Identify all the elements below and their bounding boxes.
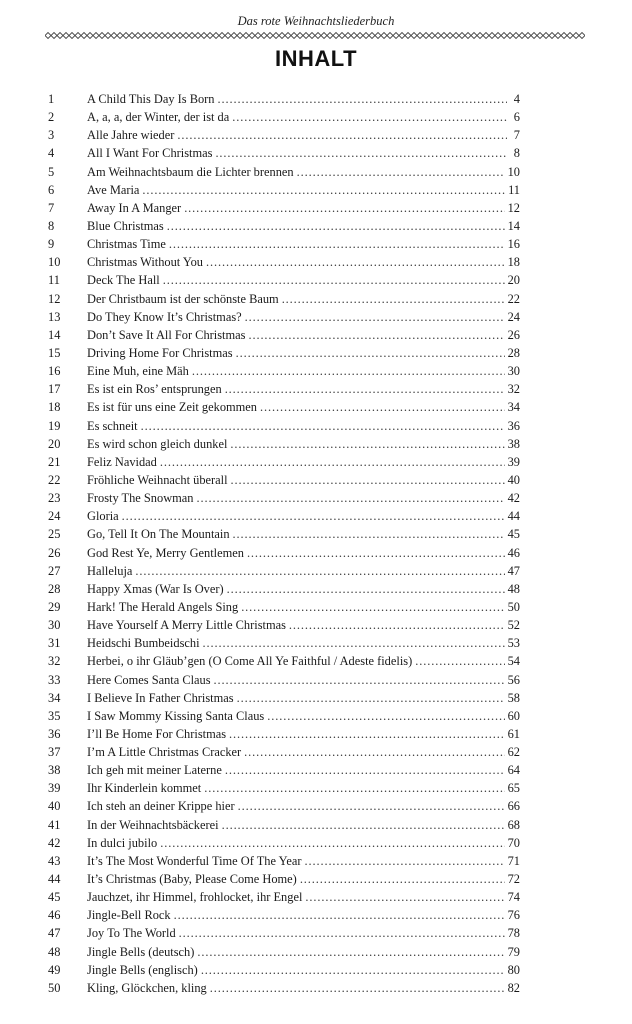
toc-page-number: 61	[507, 726, 520, 741]
toc-page-number: 68	[507, 817, 520, 832]
toc-number: 23	[48, 491, 61, 506]
toc-leader-dots	[225, 761, 505, 779]
toc-leader-dots	[247, 544, 505, 562]
toc-leader-dots	[248, 326, 504, 344]
toc-number: 37	[48, 745, 61, 760]
toc-page-number: 6	[513, 110, 520, 125]
toc-leader-dots	[174, 906, 505, 924]
toc-row	[48, 525, 520, 543]
toc-row	[48, 344, 520, 362]
toc-page-number: 74	[507, 890, 520, 905]
toc-song-title: Es schneit	[87, 418, 138, 433]
toc-page-number: 10	[507, 164, 520, 179]
toc-song-title: Es ist für uns eine Zeit gekommen	[87, 400, 257, 415]
toc-page-number: 71	[507, 853, 520, 868]
toc-row	[48, 308, 520, 326]
toc-song-title: Gloria	[87, 509, 119, 524]
toc-leader-dots	[210, 979, 505, 997]
toc-row	[48, 834, 520, 852]
toc-page-number: 30	[507, 364, 520, 379]
toc-song-title: Away In A Manger	[87, 200, 182, 215]
toc-song-title: Do They Know It’s Christmas?	[87, 309, 242, 324]
toc-row	[48, 199, 520, 217]
toc-song-title: I Saw Mommy Kissing Santa Claus	[87, 708, 265, 723]
toc-row	[48, 979, 520, 997]
toc-page-number: 76	[507, 908, 520, 923]
table-of-contents	[48, 90, 520, 997]
toc-song-title: I’m A Little Christmas Cracker	[87, 745, 242, 760]
toc-leader-dots	[233, 525, 505, 543]
toc-number: 35	[48, 708, 61, 723]
toc-page-number: 80	[507, 962, 520, 977]
toc-song-title: I Believe In Father Christmas	[87, 690, 234, 705]
toc-leader-dots	[232, 108, 507, 126]
toc-leader-dots	[300, 870, 505, 888]
toc-song-title: Kling, Glöckchen, kling	[87, 980, 207, 995]
toc-number: 30	[48, 618, 61, 633]
toc-number: 40	[48, 799, 61, 814]
toc-leader-dots	[204, 779, 504, 797]
toc-row	[48, 144, 520, 162]
toc-number: 36	[48, 726, 61, 741]
toc-number: 43	[48, 853, 61, 868]
book-title: Das rote Weihnachtsliederbuch	[237, 14, 395, 28]
toc-number: 31	[48, 636, 61, 651]
toc-leader-dots	[289, 616, 505, 634]
toc-song-title: Go, Tell It On The Mountain	[87, 527, 230, 542]
toc-page-number: 32	[507, 382, 520, 397]
toc-number: 41	[48, 817, 61, 832]
toc-number: 48	[48, 944, 61, 959]
toc-number: 26	[48, 545, 61, 560]
toc-row	[48, 398, 520, 416]
toc-page-number: 26	[507, 327, 520, 342]
toc-page-number: 44	[507, 509, 520, 524]
toc-number: 25	[48, 527, 61, 542]
toc-song-title: Halleluja	[87, 563, 133, 578]
toc-number: 29	[48, 599, 61, 614]
toc-song-title: Ihr Kinderlein kommet	[87, 781, 202, 796]
toc-page-number: 70	[507, 835, 520, 850]
toc-song-title: A, a, a, der Winter, der ist da	[87, 110, 230, 125]
toc-page-number: 60	[507, 708, 520, 723]
toc-number: 24	[48, 509, 61, 524]
toc-leader-dots	[177, 126, 507, 144]
toc-number: 42	[48, 835, 61, 850]
toc-leader-dots	[215, 144, 507, 162]
toc-leader-dots	[179, 924, 505, 942]
toc-song-title: Fröhliche Weihnacht überall	[87, 472, 228, 487]
toc-leader-dots	[184, 199, 504, 217]
toc-song-title: Christmas Without You	[87, 255, 203, 270]
toc-leader-dots	[203, 634, 505, 652]
toc-row	[48, 544, 520, 562]
toc-page-number: 48	[507, 581, 520, 596]
toc-page-number: 20	[507, 273, 520, 288]
toc-song-title: Ich steh an deiner Krippe hier	[87, 799, 235, 814]
toc-number: 2	[48, 110, 55, 125]
toc-song-title: In der Weihnachtsbäckerei	[87, 817, 219, 832]
toc-page-number: 7	[513, 128, 520, 143]
toc-row	[48, 362, 520, 380]
toc-song-title: Es wird schon gleich dunkel	[87, 436, 228, 451]
toc-number: 16	[48, 364, 61, 379]
toc-number: 4	[48, 146, 55, 161]
toc-row	[48, 489, 520, 507]
toc-page-number: 24	[507, 309, 520, 324]
toc-page-number: 12	[507, 200, 520, 215]
toc-row	[48, 634, 520, 652]
toc-page-number: 52	[507, 618, 520, 633]
toc-page-number: 40	[507, 472, 520, 487]
toc-song-title: It’s The Most Wonderful Time Of The Year	[87, 853, 302, 868]
toc-page-number: 46	[507, 545, 520, 560]
toc-row	[48, 816, 520, 834]
toc-number: 9	[48, 237, 55, 252]
toc-page-number: 38	[507, 436, 520, 451]
toc-row	[48, 253, 520, 271]
toc-number: 50	[48, 980, 61, 995]
toc-leader-dots	[238, 797, 505, 815]
toc-number: 49	[48, 962, 61, 977]
toc-row	[48, 598, 520, 616]
toc-song-title: Eine Muh, eine Mäh	[87, 364, 189, 379]
toc-page-number: 18	[507, 255, 520, 270]
toc-page-number: 72	[507, 872, 520, 887]
toc-row	[48, 943, 520, 961]
toc-page-number: 45	[507, 527, 520, 542]
toc-number: 38	[48, 763, 61, 778]
ornamental-divider	[45, 31, 585, 40]
toc-page-number: 11	[508, 182, 520, 197]
toc-leader-dots	[260, 398, 505, 416]
toc-leader-dots	[245, 308, 505, 326]
toc-leader-dots	[217, 90, 507, 108]
toc-page-number: 14	[507, 218, 520, 233]
toc-page-number: 64	[507, 763, 520, 778]
toc-leader-dots	[227, 580, 505, 598]
toc-leader-dots	[231, 471, 505, 489]
toc-row	[48, 380, 520, 398]
toc-leader-dots	[122, 507, 505, 525]
toc-row	[48, 90, 520, 108]
toc-row	[48, 652, 520, 670]
toc-row	[48, 725, 520, 743]
toc-row	[48, 743, 520, 761]
toc-song-title: A Child This Day Is Born	[87, 92, 215, 106]
toc-number: 3	[48, 128, 55, 143]
toc-leader-dots	[244, 743, 504, 761]
toc-page-number: 65	[507, 781, 520, 796]
toc-row	[48, 671, 520, 689]
toc-row	[48, 562, 520, 580]
toc-leader-dots	[160, 453, 505, 471]
toc-page-number: 28	[507, 345, 520, 360]
toc-song-title: God Rest Ye, Merry Gentlemen	[87, 545, 244, 560]
toc-number: 17	[48, 382, 61, 397]
toc-song-title: Der Christbaum ist der schönste Baum	[87, 291, 279, 306]
toc-page-number: 16	[507, 237, 520, 252]
toc-row	[48, 924, 520, 942]
toc-number: 18	[48, 400, 61, 415]
toc-leader-dots	[214, 671, 505, 689]
toc-song-title: Herbei, o ihr Gläub’gen (O Come All Ye Faithful / Adeste fidelis)	[87, 654, 413, 669]
toc-leader-dots	[160, 834, 504, 852]
toc-page-number: 66	[507, 799, 520, 814]
toc-song-title: Have Yourself A Merry Little Christmas	[87, 618, 286, 633]
toc-song-title: Ich geh mit meiner Laterne	[87, 763, 222, 778]
toc-row	[48, 181, 520, 199]
toc-song-title: Jingle Bells (englisch)	[87, 962, 198, 977]
toc-number: 13	[48, 309, 61, 324]
page-heading: INHALT	[274, 46, 358, 71]
toc-leader-dots	[241, 598, 504, 616]
toc-leader-dots	[305, 888, 504, 906]
toc-leader-dots	[229, 725, 505, 743]
toc-song-title: Ave Maria	[87, 182, 140, 197]
toc-song-title: It’s Christmas (Baby, Please Come Home)	[87, 872, 297, 887]
toc-song-title: Hark! The Herald Angels Sing	[87, 599, 239, 614]
toc-leader-dots	[201, 961, 505, 979]
toc-row	[48, 616, 520, 634]
toc-row	[48, 852, 520, 870]
toc-number: 21	[48, 454, 61, 469]
toc-row	[48, 507, 520, 525]
toc-number: 19	[48, 418, 61, 433]
toc-row	[48, 779, 520, 797]
toc-leader-dots	[282, 290, 505, 308]
toc-song-title: Es ist ein Ros’ entsprungen	[87, 382, 222, 397]
toc-row	[48, 217, 520, 235]
toc-row	[48, 453, 520, 471]
toc-page-number: 54	[507, 654, 520, 669]
toc-row	[48, 435, 520, 453]
toc-page-number: 62	[507, 745, 520, 760]
toc-row	[48, 326, 520, 344]
toc-page-number: 53	[507, 636, 520, 651]
toc-song-title: Happy Xmas (War Is Over)	[87, 581, 224, 596]
toc-leader-dots	[225, 380, 505, 398]
toc-leader-dots	[192, 362, 505, 380]
toc-page-number: 39	[507, 454, 520, 469]
toc-leader-dots	[415, 652, 504, 670]
toc-row	[48, 870, 520, 888]
toc-row	[48, 271, 520, 289]
toc-number: 39	[48, 781, 61, 796]
toc-song-title: In dulci jubilo	[87, 835, 158, 850]
toc-song-title: Joy To The World	[87, 926, 176, 941]
toc-leader-dots	[169, 235, 505, 253]
toc-row	[48, 961, 520, 979]
toc-song-title: Alle Jahre wieder	[87, 128, 175, 143]
toc-leader-dots	[297, 163, 505, 181]
toc-song-title: Feliz Navidad	[87, 454, 157, 469]
toc-leader-dots	[267, 707, 504, 725]
toc-page-number: 36	[507, 418, 520, 433]
toc-leader-dots	[196, 489, 504, 507]
toc-page-number: 58	[507, 690, 520, 705]
toc-page-number: 8	[513, 146, 520, 161]
toc-row	[48, 471, 520, 489]
toc-number: 7	[48, 200, 55, 215]
toc-song-title: All I Want For Christmas	[87, 146, 213, 161]
toc-row	[48, 163, 520, 181]
toc-song-title: Jingle Bells (deutsch)	[87, 944, 195, 959]
toc-page-number: 78	[507, 926, 520, 941]
toc-leader-dots	[237, 689, 505, 707]
toc-song-title: Heidschi Bumbeidschi	[87, 636, 200, 651]
toc-song-title: Jingle-Bell Rock	[87, 908, 171, 923]
toc-song-title: Frosty The Snowman	[87, 491, 194, 506]
toc-number: 20	[48, 436, 61, 451]
toc-number: 47	[48, 926, 61, 941]
toc-number: 33	[48, 672, 61, 687]
toc-row	[48, 417, 520, 435]
toc-song-title: Don’t Save It All For Christmas	[87, 327, 246, 342]
toc-row	[48, 689, 520, 707]
toc-number: 32	[48, 654, 61, 669]
toc-row	[48, 108, 520, 126]
toc-number: 5	[48, 164, 55, 179]
toc-row	[48, 290, 520, 308]
toc-number: 27	[48, 563, 61, 578]
toc-song-title: Driving Home For Christmas	[87, 345, 233, 360]
toc-leader-dots	[304, 852, 504, 870]
toc-row	[48, 707, 520, 725]
toc-number: 10	[48, 255, 61, 270]
toc-leader-dots	[163, 271, 505, 289]
toc-number: 11	[48, 273, 60, 288]
toc-song-title: Am Weihnachtsbaum die Lichter brennen	[87, 164, 294, 179]
toc-number: 46	[48, 908, 61, 923]
toc-leader-dots	[222, 816, 505, 834]
toc-page-number: 47	[507, 563, 520, 578]
toc-number: 44	[48, 872, 61, 887]
toc-page-number: 50	[507, 599, 520, 614]
toc-number: 14	[48, 327, 61, 342]
toc-row	[48, 797, 520, 815]
toc-row	[48, 761, 520, 779]
toc-leader-dots	[141, 417, 505, 435]
toc-row	[48, 126, 520, 144]
toc-row	[48, 906, 520, 924]
toc-number: 34	[48, 690, 61, 705]
toc-song-title: Christmas Time	[87, 237, 166, 252]
toc-number: 45	[48, 890, 61, 905]
toc-leader-dots	[236, 344, 505, 362]
toc-number: 15	[48, 345, 61, 360]
toc-leader-dots	[142, 181, 505, 199]
toc-page-number: 34	[507, 400, 520, 415]
toc-leader-dots	[135, 562, 504, 580]
toc-leader-dots	[167, 217, 505, 235]
toc-song-title: I’ll Be Home For Christmas	[87, 726, 227, 741]
toc-page-number: 4	[513, 92, 520, 106]
toc-leader-dots	[197, 943, 504, 961]
toc-page-number: 42	[507, 491, 520, 506]
toc-song-title: Blue Christmas	[87, 218, 164, 233]
toc-number: 1	[48, 92, 55, 106]
toc-leader-dots	[230, 435, 504, 453]
toc-row	[48, 235, 520, 253]
toc-row	[48, 580, 520, 598]
toc-number: 12	[48, 291, 61, 306]
toc-page-number: 22	[507, 291, 520, 306]
toc-song-title: Here Comes Santa Claus	[87, 672, 211, 687]
toc-row	[48, 888, 520, 906]
toc-page-number: 56	[507, 672, 520, 687]
toc-song-title: Jauchzet, ihr Himmel, frohlocket, ihr Engel	[87, 890, 303, 905]
toc-number: 28	[48, 581, 61, 596]
toc-number: 22	[48, 472, 61, 487]
toc-page-number: 82	[507, 980, 520, 995]
toc-number: 8	[48, 218, 55, 233]
toc-leader-dots	[206, 253, 505, 271]
toc-song-title: Deck The Hall	[87, 273, 160, 288]
toc-page-number: 79	[507, 944, 520, 959]
toc-number: 6	[48, 182, 55, 197]
